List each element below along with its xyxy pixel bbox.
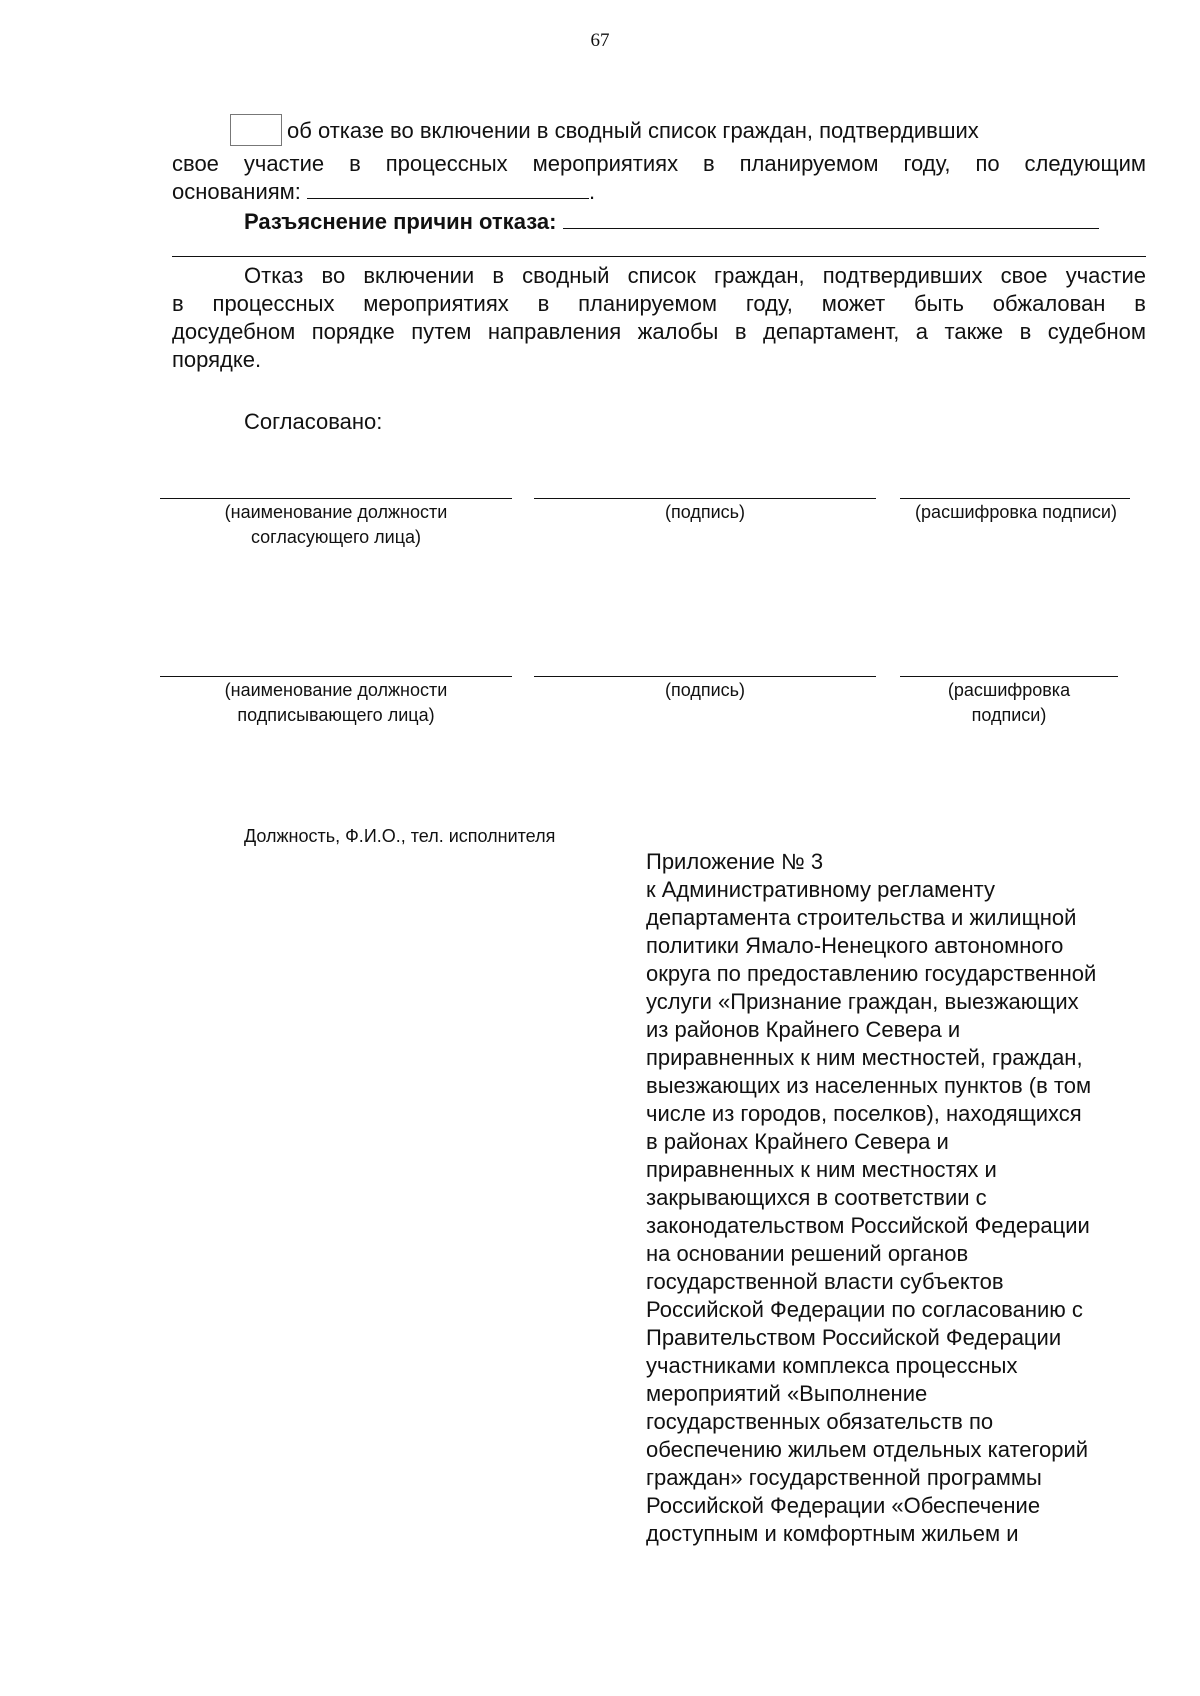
position-caption-signing	[160, 678, 512, 728]
appeal-line-3: досудебном порядке путем направления жалобы в департамент, а также в судебном	[172, 319, 1146, 344]
appendix-line: государственных обязательств по	[646, 1409, 994, 1434]
appendix-line: приравненных к ним местностях и	[646, 1157, 997, 1182]
agreed-label: Согласовано:	[244, 409, 383, 434]
signature-caption-signing: (подпись)	[664, 680, 746, 700]
signature-line-signing	[534, 676, 876, 677]
refusal-checkbox-label: об отказе во включении в сводный список граждан, подтвердивших	[287, 118, 979, 143]
position-line-agreeing	[160, 498, 512, 499]
appendix-line: услуги «Признание граждан, выезжающих	[646, 989, 1079, 1014]
appendix-line: политики Ямало-Ненецкого автономного	[646, 933, 1064, 958]
caption-line: подписывающего лица)	[237, 705, 435, 725]
appendix-line: департамента строительства и жилищной	[646, 905, 1077, 930]
page-number: 67	[590, 30, 610, 51]
explanation-continuation-line	[172, 256, 1146, 257]
appendix-line: из районов Крайнего Севера и	[646, 1017, 961, 1042]
executor-label: Должность, Ф.И.О., тел. исполнителя	[244, 826, 556, 846]
appeal-line-4: порядке.	[172, 347, 262, 372]
appendix-line: Приложение № 3	[646, 849, 824, 874]
appendix-line: законодательством Российской Федерации	[646, 1213, 1090, 1238]
appendix-line: обеспечению жильем отдельных категорий	[646, 1437, 1089, 1462]
decoding-line-signing	[900, 676, 1118, 677]
position-line-signing	[160, 676, 512, 677]
explanation-line	[244, 208, 1099, 236]
appendix-line: на основании решений органов	[646, 1241, 969, 1266]
decoding-caption-agreeing	[896, 500, 1136, 525]
explanation-label: Разъяснение причин отказа:	[244, 209, 557, 234]
caption-line: (расшифровка подписи)	[915, 502, 1117, 522]
refusal-checkbox[interactable]	[230, 114, 282, 146]
appendix-header	[646, 848, 1166, 1548]
refusal-line-2: свое участие в процессных мероприятиях в планируемом году, по следующим	[172, 151, 1146, 176]
appendix-line: участниками комплекса процессных	[646, 1353, 1018, 1378]
appendix-line: Российской Федерации «Обеспечение	[646, 1493, 1041, 1518]
appendix-line: граждан» государственной программы	[646, 1465, 1042, 1490]
decoding-line-agreeing	[900, 498, 1130, 499]
appendix-line: к Административному регламенту	[646, 877, 996, 902]
appeal-line-2: в процессных мероприятиях в планируемом году, может быть обжалован в	[172, 291, 1146, 316]
position-caption-agreeing	[160, 500, 512, 550]
caption-line: согласующего лица)	[250, 527, 422, 547]
caption-line: (наименование должности	[224, 680, 448, 700]
appendix-line: приравненных к ним местностей, граждан,	[646, 1045, 1083, 1070]
appendix-line: мероприятий «Выполнение	[646, 1381, 928, 1406]
appeal-line-1: Отказ во включении в сводный список граждан, подтвердивших свое участие	[244, 263, 1146, 288]
grounds-blank-field[interactable]	[307, 180, 589, 199]
caption-line: (наименование должности	[224, 502, 448, 522]
appendix-line: числе из городов, поселков), находящихся	[646, 1101, 1082, 1126]
decoding-caption-signing	[900, 678, 1118, 728]
appendix-line: в районах Крайнего Севера и	[646, 1129, 949, 1154]
caption-line: подписи)	[971, 705, 1047, 725]
explanation-blank-field[interactable]	[563, 210, 1099, 229]
appendix-line: закрывающихся в соответствии с	[646, 1185, 987, 1210]
grounds-label: основаниям:	[172, 179, 301, 204]
appendix-line: Правительством Российской Федерации	[646, 1325, 1062, 1350]
signature-caption-agreeing: (подпись)	[664, 502, 746, 522]
appendix-line: государственной власти субъектов	[646, 1269, 1004, 1294]
signature-line-agreeing	[534, 498, 876, 499]
appendix-line: выезжающих из населенных пунктов (в том	[646, 1073, 1092, 1098]
appendix-line: Российской Федерации по согласованию с	[646, 1297, 1083, 1322]
caption-line: (расшифровка	[947, 680, 1071, 700]
appendix-line: доступным и комфортным жильем и	[646, 1521, 1019, 1546]
grounds-period: .	[589, 179, 596, 204]
appendix-line: округа по предоставлению государственной	[646, 961, 1097, 986]
refusal-grounds-line	[172, 178, 595, 206]
